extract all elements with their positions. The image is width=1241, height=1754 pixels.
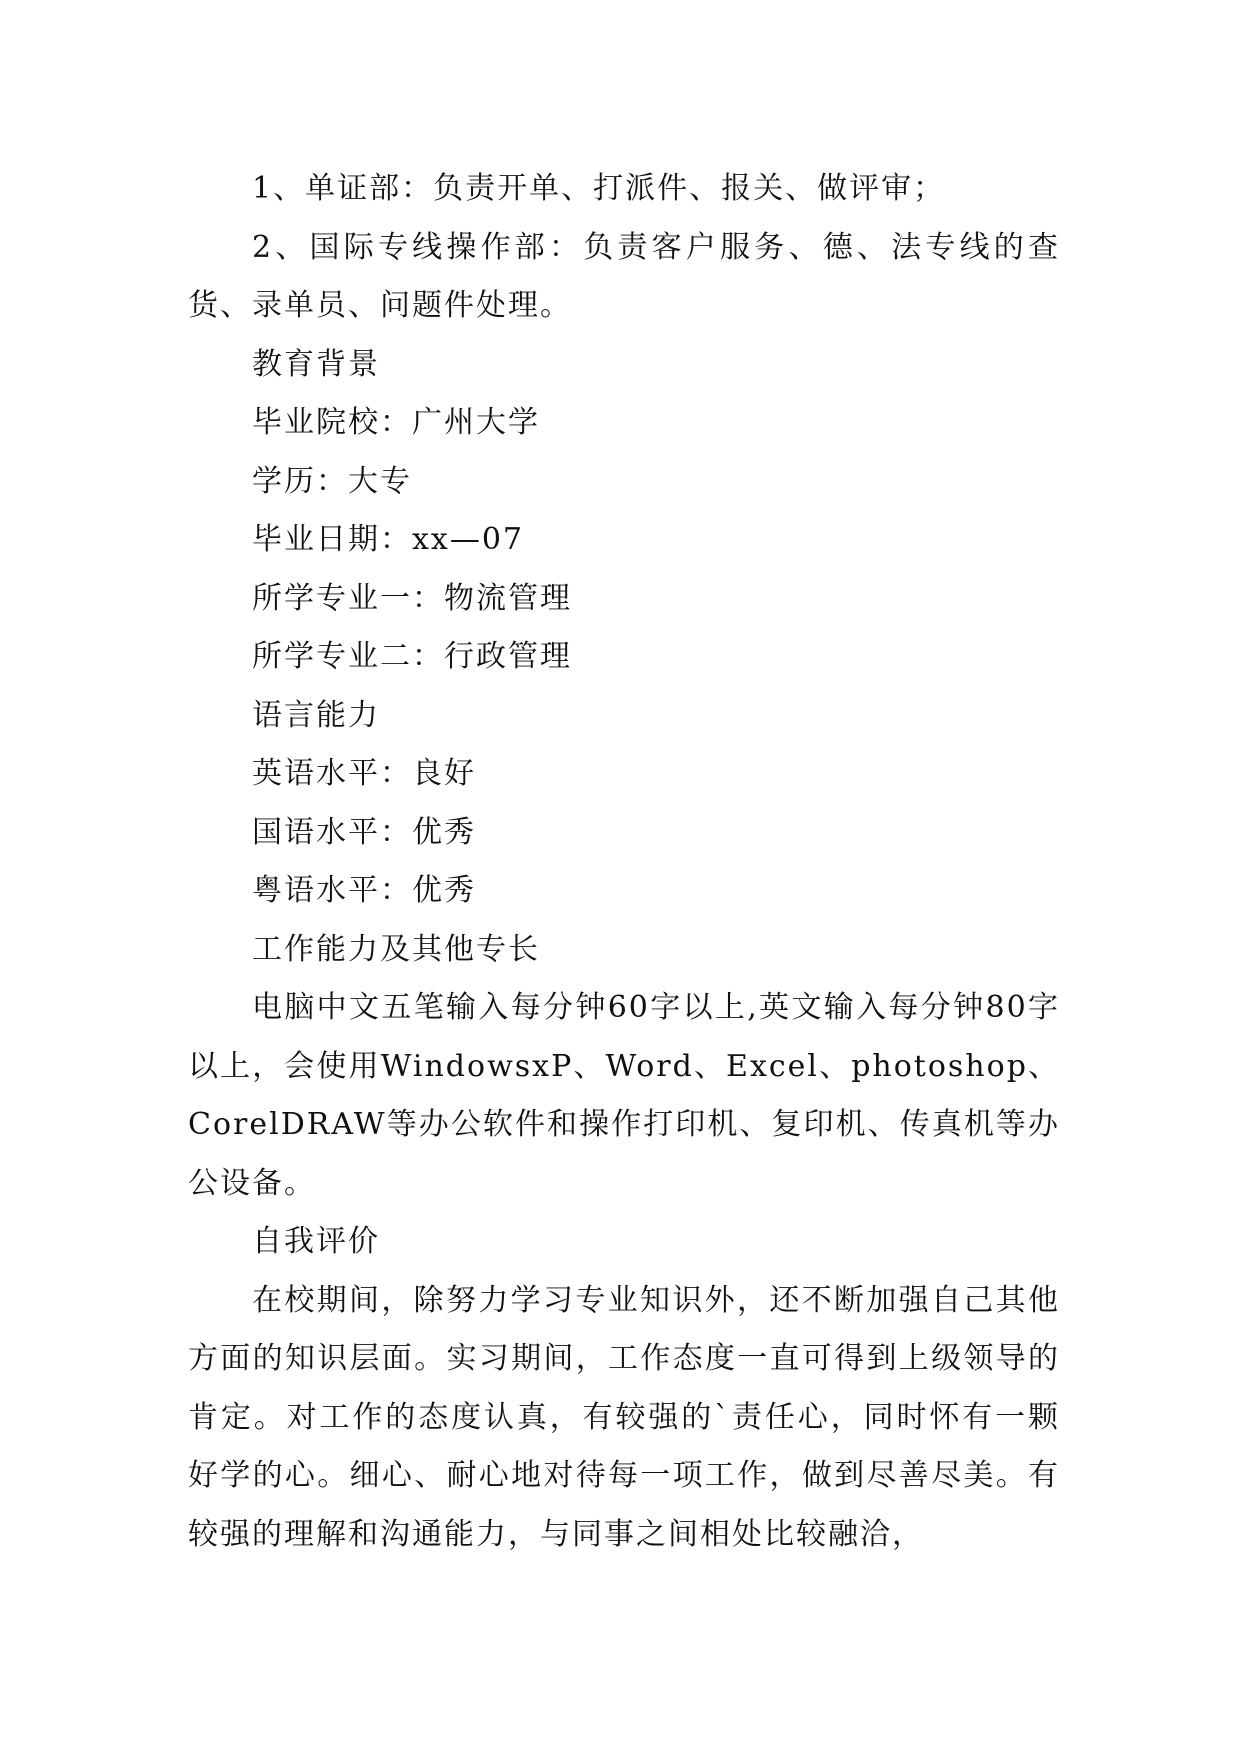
field-cantonese-level: 粤语水平：优秀 bbox=[252, 873, 476, 908]
field-graduated-school: 毕业院校：广州大学 bbox=[252, 405, 540, 440]
paragraph-international-ops-dept: 2、国际专线操作部：负责客户服务、德、法专线的查货、录单员、问题件处理。 bbox=[188, 229, 1060, 323]
field-major-two: 所学专业二：行政管理 bbox=[252, 639, 572, 674]
heading-work-skills: 工作能力及其他专长 bbox=[252, 931, 540, 967]
field-english-level: 英语水平：良好 bbox=[252, 756, 476, 791]
field-degree: 学历：大专 bbox=[252, 463, 412, 499]
heading-education: 教育背景 bbox=[252, 346, 380, 382]
heading-self-evaluation: 自我评价 bbox=[252, 1224, 380, 1259]
paragraph-self-evaluation: 在校期间，除努力学习专业知识外，还不断加强自己其他方面的知识层面。实习期间，工作态度一直可得到上级领导的肯定。对工作的态度认真，有较强的`责任心，同时怀有一颗好学的心。细心、耐心地对待每一项工作，做到尽善尽美。有较强的理解和沟通能力，与同事之间相处比较融洽， bbox=[188, 1282, 1060, 1552]
paragraph-documentation-dept: 1、单证部：负责开单、打派件、报关、做评审； bbox=[252, 171, 946, 206]
heading-language-ability: 语言能力 bbox=[252, 697, 380, 733]
field-major-one: 所学专业一：物流管理 bbox=[252, 580, 572, 616]
document-body bbox=[188, 160, 1060, 1564]
field-graduation-date: 毕业日期：xx—07 bbox=[252, 522, 525, 557]
paragraph-computer-skills: 电脑中文五笔输入每分钟60字以上,英文输入每分钟80字以上，会使用WindowsxP、Word、Excel、photoshop、CorelDRAW等办公软件和操作打印机、复印机、传真机等办公设备。 bbox=[188, 990, 1060, 1201]
field-mandarin-level: 国语水平：优秀 bbox=[252, 814, 476, 850]
